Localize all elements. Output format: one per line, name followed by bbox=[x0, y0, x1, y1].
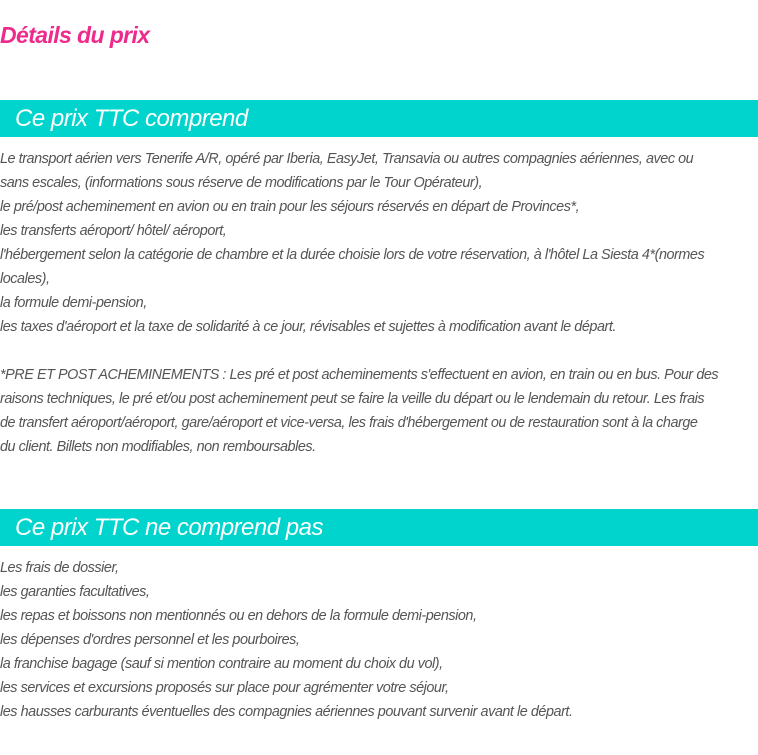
section-header-included: Ce prix TTC comprend bbox=[0, 100, 758, 137]
included-item: les transferts aéroport/ hôtel/ aéroport, bbox=[0, 223, 227, 239]
note-line: *PRE ET POST ACHEMINEMENTS : Les pré et post acheminements s'effectuent en avion, en train ou en bus. Pour des bbox=[0, 367, 719, 383]
excluded-item: les repas et boissons non mentionnés ou en dehors de la formule demi-pension, bbox=[0, 608, 477, 624]
included-item: l'hébergement selon la catégorie de chambre et la durée choisie lors de votre réservation, à l'hôtel La Siesta 4*(normes bbox=[0, 247, 705, 263]
excluded-item: les garanties facultatives, bbox=[0, 584, 150, 600]
page-title: Détails du prix bbox=[0, 22, 150, 48]
acheminement-note bbox=[0, 363, 758, 459]
included-item: locales), bbox=[0, 271, 50, 287]
note-line: raisons techniques, le pré et/ou post acheminement peut se faire la veille du départ ou le lendemain du retour. Les frais bbox=[0, 391, 705, 407]
section-header-excluded: Ce prix TTC ne comprend pas bbox=[0, 509, 758, 546]
excluded-item: les services et excursions proposés sur place pour agrémenter votre séjour, bbox=[0, 680, 449, 696]
included-item: sans escales, (informations sous réserve de modifications par le Tour Opérateur), bbox=[0, 175, 483, 191]
excluded-item: les hausses carburants éventuelles des compagnies aériennes pouvant survenir avant le départ. bbox=[0, 704, 573, 720]
included-item: le pré/post acheminement en avion ou en train pour les séjours réservés en départ de Provinces*, bbox=[0, 199, 580, 215]
excluded-item: les dépenses d'ordres personnel et les pourboires, bbox=[0, 632, 300, 648]
excluded-item: Les frais de dossier, bbox=[0, 560, 119, 576]
included-list bbox=[0, 147, 758, 459]
note-line: du client. Billets non modifiables, non remboursables. bbox=[0, 439, 316, 455]
included-item: les taxes d'aéroport et la taxe de solidarité à ce jour, révisables et sujettes à modification avant le départ. bbox=[0, 319, 616, 335]
excluded-item: la franchise bagage (sauf si mention contraire au moment du choix du vol), bbox=[0, 656, 443, 672]
note-line: de transfert aéroport/aéroport, gare/aéroport et vice-versa, les frais d'hébergement ou de restauration sont à la charge bbox=[0, 415, 698, 431]
included-item: Le transport aérien vers Tenerife A/R, opéré par Iberia, EasyJet, Transavia ou autres compagnies aériennes, avec ou bbox=[0, 151, 694, 167]
spacer bbox=[0, 339, 758, 363]
included-item: la formule demi-pension, bbox=[0, 295, 147, 311]
excluded-list bbox=[0, 556, 758, 724]
